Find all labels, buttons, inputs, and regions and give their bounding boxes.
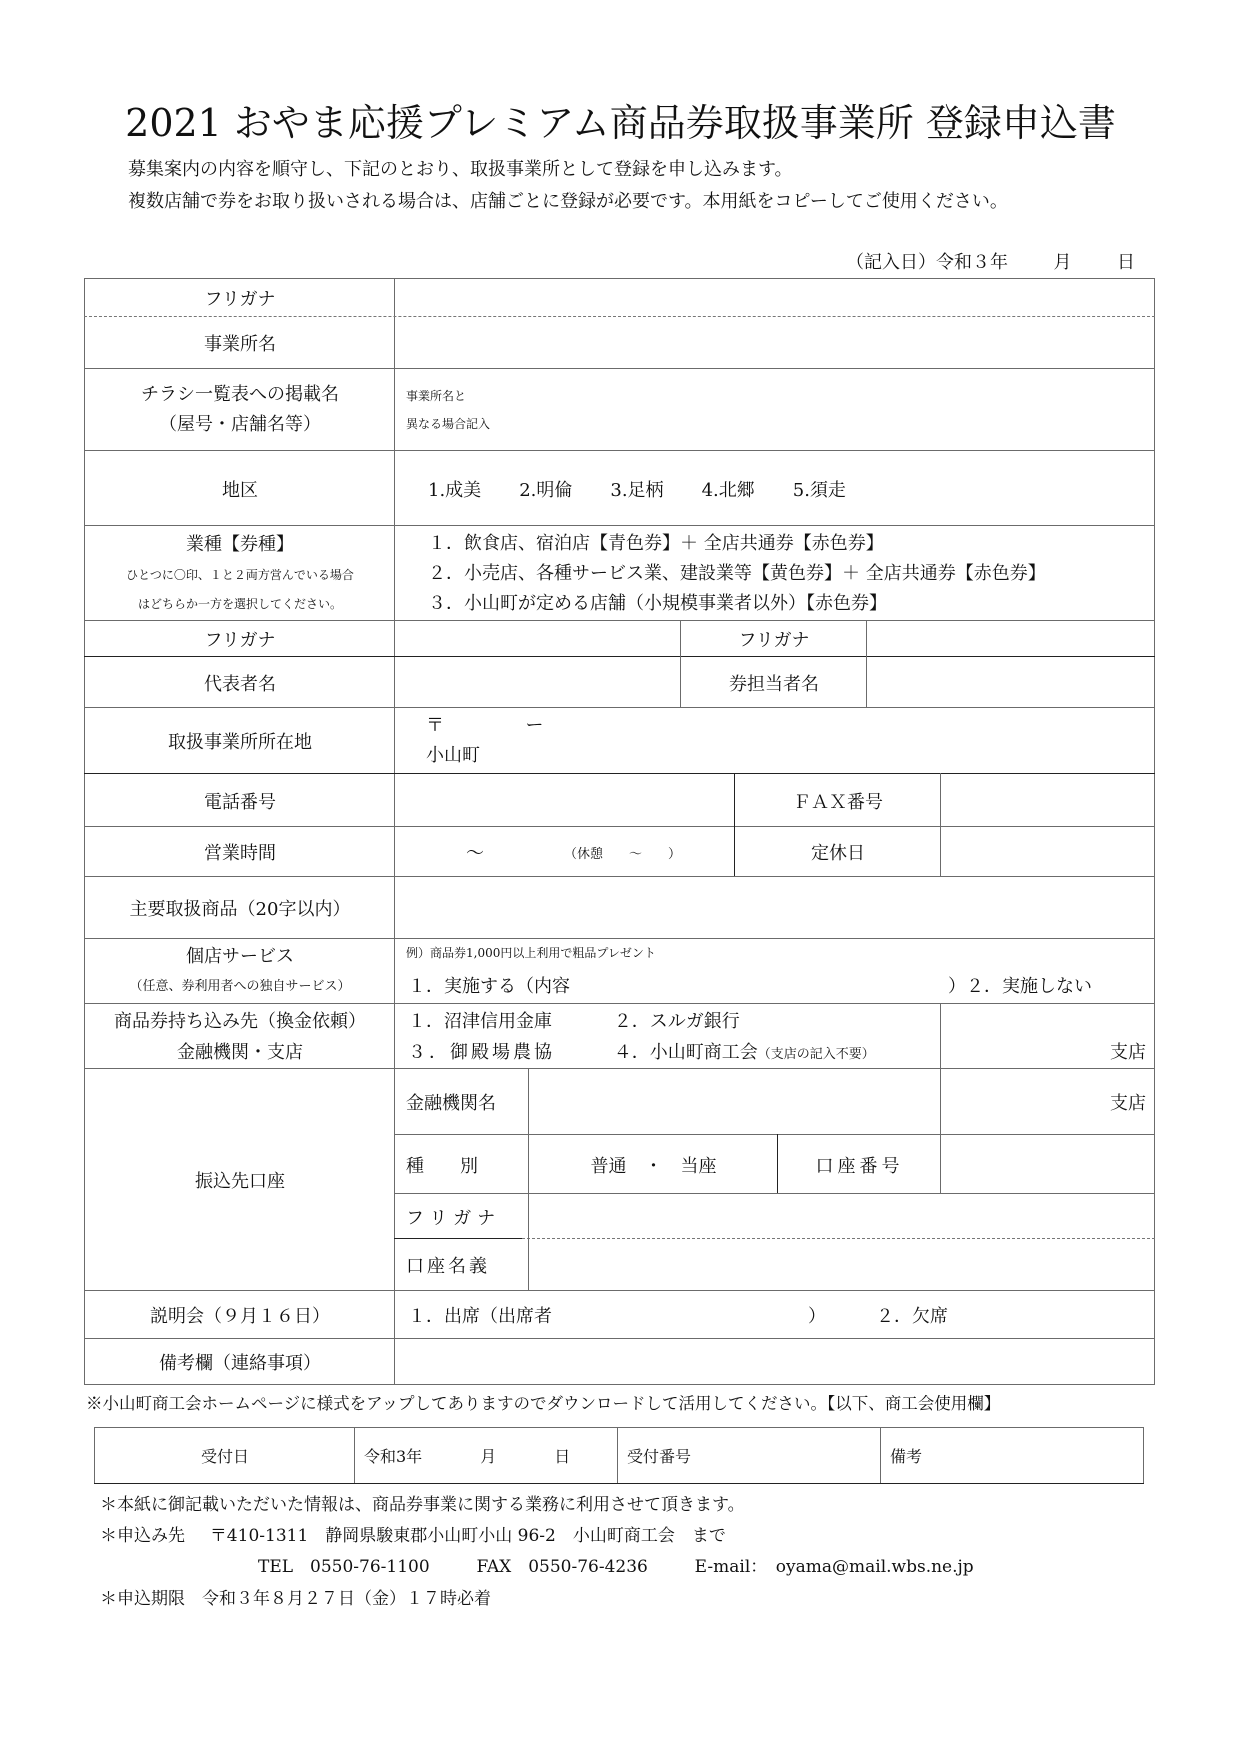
briefing-paren-close: ）: [808, 1306, 826, 1327]
received-date-era: 令和3年: [364, 1447, 423, 1466]
flyer-name-hint-1: 事業所名と: [406, 389, 467, 403]
received-month: 月: [480, 1447, 497, 1466]
redemption-branch-input[interactable]: [942, 1005, 1146, 1068]
business-name-input[interactable]: [396, 318, 1154, 368]
bank-option[interactable]: １．沼津信用金庫: [408, 1011, 552, 1032]
account-number-input[interactable]: [942, 1136, 1154, 1193]
account-type-label: 種 別: [406, 1155, 478, 1177]
receipt-number-label: 受付番号: [627, 1447, 692, 1466]
industry-option[interactable]: ３．小山町が定める店舗（小規模事業者以外）【赤色券】: [428, 592, 887, 614]
industry-note-1: ひとつに〇印、１と２両方営んでいる場合: [126, 567, 354, 582]
col-divider: [528, 1068, 529, 1290]
furigana-input[interactable]: [396, 279, 1154, 316]
account-furigana-label: フリガナ: [406, 1207, 502, 1229]
remarks-input[interactable]: [396, 1340, 1154, 1384]
products-label: 主要取扱商品（20字以内）: [129, 899, 351, 920]
service-label: 個店サービス: [186, 945, 294, 967]
row-divider: [394, 1134, 1155, 1135]
table-border-right: [1154, 278, 1155, 1385]
row-divider: [394, 1193, 1155, 1194]
address-prefix: 小山町: [426, 745, 480, 766]
bank-option[interactable]: ２．スルガ銀行: [613, 1011, 740, 1032]
office-table-divider: [880, 1427, 881, 1483]
business-name-label: 事業所名: [204, 334, 276, 355]
row-divider: [84, 773, 1155, 774]
bank-options: [408, 1006, 875, 1070]
district-option[interactable]: 4.北郷: [701, 479, 755, 501]
contact-furigana-input[interactable]: [868, 621, 1154, 656]
row-divider: [84, 938, 1155, 939]
service-label-block: [86, 940, 394, 1003]
office-table-border: [94, 1427, 95, 1483]
row-divider: [84, 1003, 1155, 1004]
office-remarks-field[interactable]: [890, 1428, 1140, 1483]
closed-days-label: 定休日: [811, 843, 865, 864]
rep-name-input[interactable]: [396, 658, 680, 707]
entry-month-label: 月: [1053, 252, 1072, 273]
row-divider: [84, 450, 1155, 451]
row-divider: [84, 707, 1155, 708]
flyer-name-label: [86, 370, 394, 450]
bank-label-block: [86, 1005, 394, 1068]
col-divider: [680, 620, 681, 707]
col-divider: [734, 773, 735, 876]
products-input[interactable]: [396, 878, 1154, 938]
address-label: 取扱事業所所在地: [168, 732, 312, 753]
apply-to-line: [100, 1521, 726, 1546]
address-input[interactable]: [426, 709, 1146, 773]
transfer-branch-input[interactable]: [942, 1070, 1146, 1134]
briefing-options: [408, 1292, 1148, 1338]
intro-line-2: 複数店舗で券をお取り扱いされる場合は、店舗ごとに登録が必要です。本用紙をコピーしてご使用ください。: [128, 191, 1008, 212]
fax-input[interactable]: [942, 775, 1154, 826]
phone-input[interactable]: [396, 775, 734, 826]
rep-furigana-input[interactable]: [396, 621, 680, 656]
entry-date: [846, 248, 1135, 274]
industry-option[interactable]: ２．小売店、各種サービス業、建設業等【黄色券】＋ 全店共通券【赤色券】: [428, 562, 1046, 584]
table-border-bottom: [84, 1384, 1155, 1385]
apply-to-label: ＊申込み先: [100, 1526, 185, 1546]
contact-fax: FAX 0550-76-4236: [476, 1557, 648, 1577]
row-divider-dashed: [84, 316, 1155, 317]
flyer-name-hint-2: 異なる場合記入: [406, 417, 491, 431]
row-divider-dashed: [522, 1238, 1155, 1239]
download-note: ※小山町商工会ホームページに様式をアップしてありますのでダウンロードして活用してください。【以下、商工会使用欄】: [86, 1394, 1001, 1413]
service-option-implement[interactable]: １．実施する（内容: [408, 976, 570, 997]
contact-line: [258, 1552, 974, 1577]
intro-line-1: 募集案内の内容を順守し、下記のとおり、取扱事業所として登録を申し込みます。: [128, 159, 793, 180]
account-type-select[interactable]: 普通 ・ 当座: [590, 1155, 717, 1177]
privacy-note: ＊本紙に御記載いただいた情報は、商品券事業に関する業務に利用させて頂きます。: [100, 1495, 745, 1515]
col-divider: [866, 620, 867, 707]
account-furigana-input[interactable]: [530, 1195, 1154, 1238]
service-example: 例）商品券1,000円以上利用で粗品プレゼント: [406, 946, 656, 960]
label-column-divider: [394, 278, 395, 1385]
office-table-border: [94, 1483, 1144, 1484]
briefing-option-attend[interactable]: １．出席（出席者: [408, 1306, 552, 1327]
row-divider: [84, 1338, 1155, 1339]
district-label: 地区: [222, 479, 258, 501]
postal-code-line: [426, 711, 543, 741]
office-table-border: [1143, 1427, 1144, 1483]
row-divider: [84, 826, 1155, 827]
contact-name-label: 券担当者名: [729, 673, 819, 695]
office-table-divider: [354, 1427, 355, 1483]
flyer-name-label-line2: （屋号・店舗名等）: [159, 414, 321, 435]
flyer-name-input[interactable]: [406, 370, 1146, 450]
office-table-divider: [617, 1427, 618, 1483]
remarks-label: 備考欄（連絡事項）: [159, 1353, 321, 1374]
postal-dash: ー: [525, 715, 544, 736]
row-divider: [84, 368, 1155, 369]
district-options: [428, 452, 1148, 525]
receipt-number-field[interactable]: [627, 1428, 877, 1483]
row-divider: [394, 1238, 522, 1239]
district-option[interactable]: 5.須走: [792, 479, 846, 501]
industry-options: [428, 527, 1148, 620]
office-remarks-label: 備考: [890, 1447, 923, 1466]
closed-days-input[interactable]: [942, 828, 1154, 876]
col-divider: [940, 1003, 941, 1193]
row-divider: [84, 525, 1155, 526]
row-divider: [84, 656, 1155, 657]
received-day: 日: [554, 1447, 571, 1466]
contact-email[interactable]: E-mail： oyama@mail.wbs.ne.jp: [694, 1557, 974, 1577]
hours-input[interactable]: [396, 828, 734, 876]
break-time: （休憩 ～ ）: [564, 846, 682, 862]
rep-name-label: 代表者名: [204, 673, 276, 695]
furigana-label: フリガナ: [204, 288, 276, 310]
industry-label-block: [86, 527, 394, 620]
bank-sublabel: 金融機関・支店: [177, 1041, 303, 1063]
briefing-label: 説明会（９月１６日）: [150, 1306, 330, 1327]
branch-suffix: 支店: [1110, 1093, 1146, 1114]
transfer-account-label: 振込先口座: [195, 1171, 285, 1192]
service-label-note: （任意、券利用者への独自サービス）: [129, 978, 351, 994]
phone-label: 電話番号: [204, 791, 276, 813]
received-date-input[interactable]: [364, 1428, 614, 1483]
postal-mark: 〒: [426, 715, 444, 736]
contact-name-input[interactable]: [868, 658, 1154, 707]
account-holder-label: 口座名義: [406, 1256, 490, 1277]
table-border-left: [84, 278, 85, 1385]
institution-name-input[interactable]: [530, 1070, 940, 1134]
bank-option-note: （支店の記入不要）: [757, 1047, 875, 1062]
bank-label: 商品券持ち込み先（換金依頼）: [114, 1010, 366, 1032]
district-option[interactable]: 1.成美: [428, 479, 482, 501]
received-date-label: 受付日: [200, 1447, 249, 1466]
row-divider: [84, 1290, 1155, 1291]
contact-furigana-label: フリガナ: [738, 629, 810, 651]
fax-label: ＦＡＸ番号: [793, 791, 883, 813]
rep-furigana-label: フリガナ: [204, 629, 276, 651]
district-option[interactable]: 2.明倫: [519, 479, 573, 501]
district-option[interactable]: 3.足柄: [610, 479, 664, 501]
entry-day-label: 日: [1116, 252, 1135, 273]
form-title: 2021 おやま応援プレミアム商品券取扱事業所 登録申込書: [125, 101, 1116, 145]
hours-tilde: ～: [466, 843, 484, 864]
row-divider: [84, 876, 1155, 877]
institution-name-label: 金融機関名: [406, 1093, 496, 1114]
branch-suffix: 支店: [1110, 1042, 1146, 1063]
col-divider: [777, 1134, 778, 1193]
bank-option[interactable]: ３．御殿場農協: [408, 1042, 555, 1063]
account-number-label: 口座番号: [815, 1155, 904, 1177]
service-option-not-implement[interactable]: ）２．実施しない: [948, 976, 1092, 997]
industry-label: 業種【券種】: [186, 533, 294, 555]
entry-date-label: （記入日）令和３年: [846, 252, 1008, 273]
account-holder-input[interactable]: [530, 1240, 1154, 1290]
flyer-name-label-line1: チラシ一覧表への掲載名: [141, 384, 339, 405]
apply-to-address: 〒410-1311 静岡県駿東郡小山町小山 96-2 小山町商工会 まで: [209, 1526, 726, 1546]
col-divider: [940, 773, 941, 876]
bank-option[interactable]: ４．小山町商工会（支店の記入不要）: [613, 1042, 875, 1063]
briefing-option-absent[interactable]: ２．欠席: [876, 1306, 948, 1327]
industry-option[interactable]: １．飲食店、宿泊店【青色券】＋ 全店共通券【赤色券】: [428, 532, 884, 554]
contact-tel: TEL 0550-76-1100: [258, 1557, 430, 1577]
deadline-note: ＊申込期限 令和３年８月２７日（金）１７時必着: [100, 1589, 491, 1609]
hours-label: 営業時間: [204, 843, 276, 864]
industry-note-2: はどちらか一方を選択してください。: [137, 596, 342, 611]
